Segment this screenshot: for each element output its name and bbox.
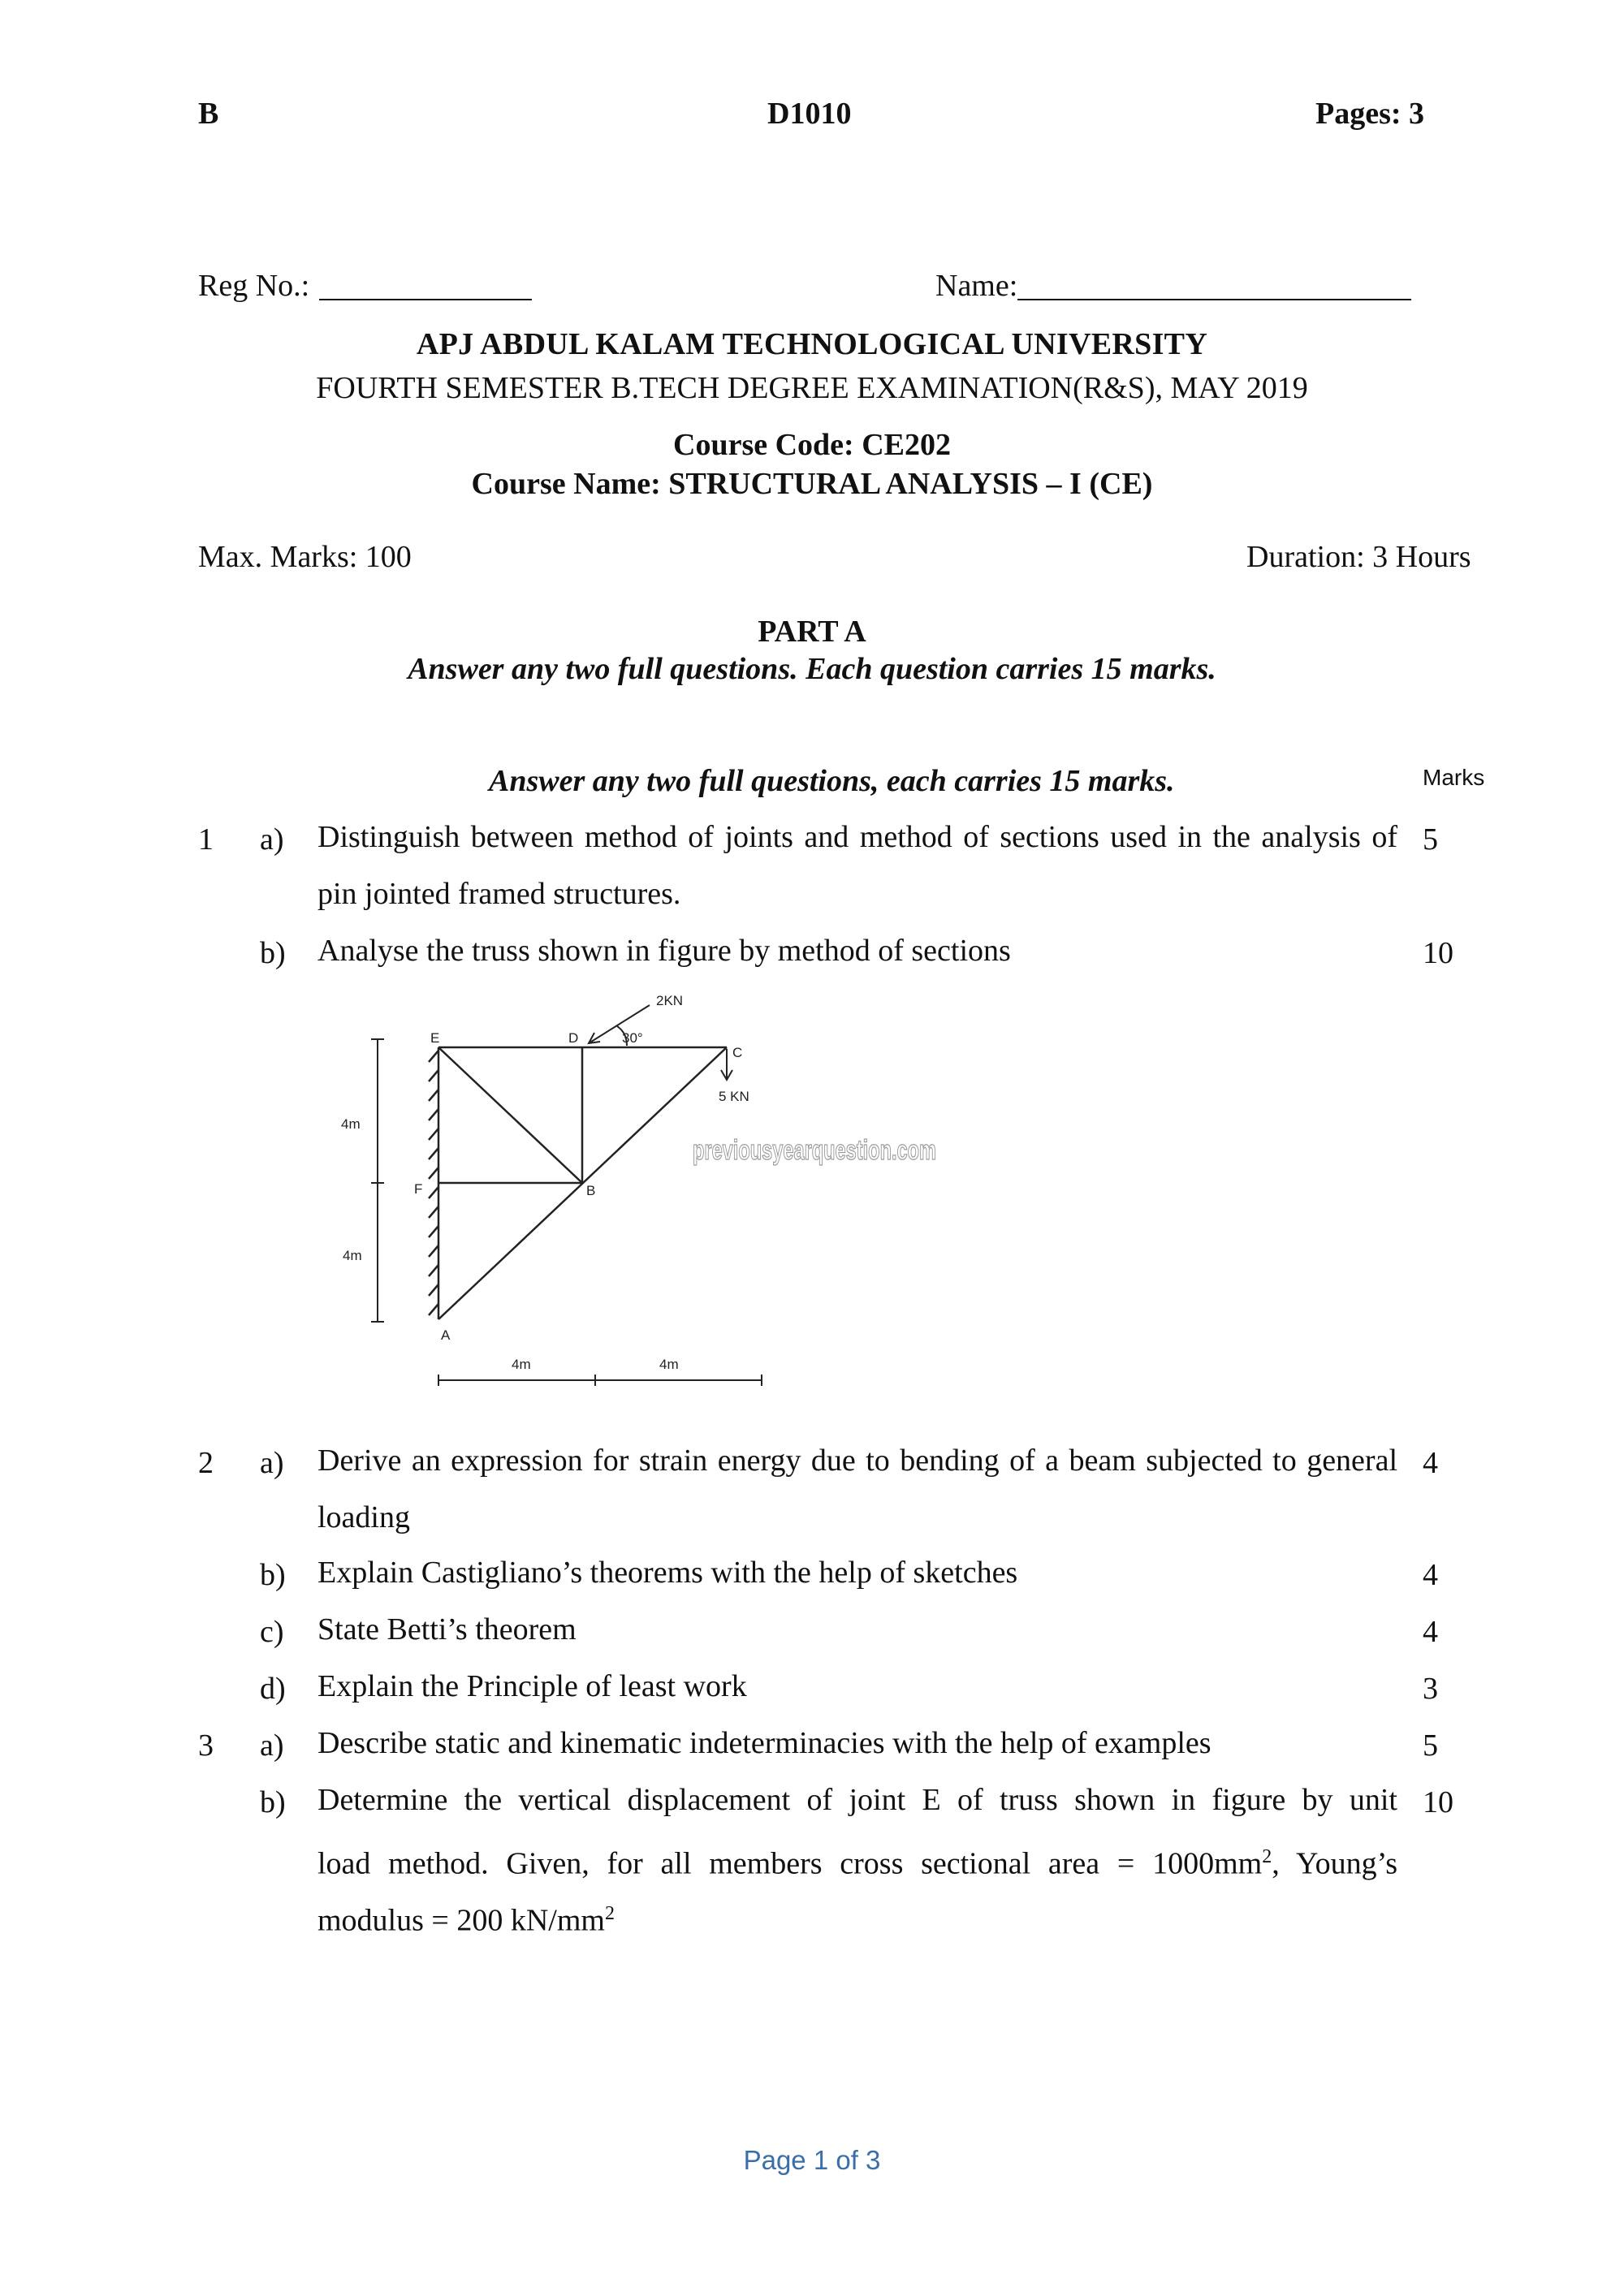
subquestion-label: a)	[260, 822, 284, 857]
subquestion-label: c)	[260, 1615, 284, 1649]
watermark: previousyearquestion.com	[693, 1135, 936, 1166]
question-marks: 4	[1423, 1558, 1438, 1592]
vertical-load-arrow	[721, 1049, 732, 1080]
question-text: Analyse the truss shown in figure by method of sections	[317, 934, 1011, 968]
dimension-label: 4m	[512, 1357, 531, 1372]
subquestion-label: d)	[260, 1672, 286, 1706]
reg-no-label: Reg No.:	[198, 269, 310, 303]
question-marks: 10	[1423, 936, 1453, 970]
question-marks: 5	[1423, 822, 1438, 857]
question-number: 1	[198, 822, 214, 857]
question-marks: 10	[1423, 1785, 1453, 1819]
duration: Duration: 3 Hours	[1246, 540, 1471, 574]
load-label-5kn: 5 KN	[719, 1089, 749, 1104]
joint-label-E: E	[430, 1030, 440, 1046]
angle-label: 30°	[622, 1030, 643, 1046]
truss-members	[438, 1047, 727, 1319]
subquestion-label: a)	[260, 1446, 284, 1480]
question-number: 2	[198, 1446, 214, 1480]
question-number: 3	[198, 1728, 214, 1763]
set-code: B	[198, 97, 219, 131]
question-text-line1: Determine the vertical displacement of joint E of truss shown in figure by unit	[317, 1783, 1397, 1817]
vertical-dimension	[371, 1039, 384, 1322]
joint-label-A: A	[441, 1327, 451, 1343]
page-count: Pages: 3	[1315, 97, 1425, 131]
course-name: Course Name: STRUCTURAL ANALYSIS – I (CE)	[471, 467, 1153, 501]
question-marks: 4	[1423, 1615, 1438, 1649]
paper-code: D1010	[767, 97, 852, 131]
max-marks: Max. Marks: 100	[198, 540, 412, 574]
question-text-segment: load method. Given, for all members cross sectional area = 1000mm	[317, 1846, 1263, 1881]
question-marks: 4	[1423, 1446, 1438, 1480]
question-text-line2	[317, 1828, 1397, 1892]
joint-label-C: C	[732, 1045, 743, 1060]
superscript: 2	[1262, 1846, 1272, 1867]
part-title: PART A	[758, 615, 866, 649]
subquestion-label: b)	[260, 936, 286, 970]
load-label-2kn: 2KN	[656, 993, 684, 1008]
course-code: Course Code: CE202	[673, 428, 951, 462]
part-instruction: Answer any two full questions. Each question carries 15 marks.	[408, 652, 1216, 686]
subquestion-label: b)	[260, 1558, 286, 1592]
exam-title: FOURTH SEMESTER B.TECH DEGREE EXAMINATION(R&S), MAY 2019	[316, 371, 1308, 405]
question-text: Explain Castigliano’s theorems with the help of sketches	[317, 1556, 1018, 1590]
question-marks: 3	[1423, 1672, 1438, 1706]
university-name: APJ ABDUL KALAM TECHNOLOGICAL UNIVERSITY	[416, 327, 1208, 361]
question-text: State Betti’s theorem	[317, 1612, 577, 1646]
joint-label-F: F	[414, 1181, 423, 1197]
marks-column-header: Marks	[1423, 765, 1485, 790]
reg-no-blank	[319, 299, 532, 300]
question-text: Derive an expression for strain energy due to bending of a beam subjected to general loading	[317, 1444, 1397, 1534]
dimension-label: 4m	[341, 1116, 361, 1132]
question-text: Explain the Principle of least work	[317, 1669, 747, 1703]
superscript: 2	[604, 1903, 615, 1924]
section-instruction: Answer any two full questions, each carries 15 marks.	[489, 764, 1175, 798]
subquestion-label: a)	[260, 1728, 284, 1763]
truss-figure	[309, 982, 958, 1388]
wall-support-hatching	[429, 1051, 438, 1315]
question-text: Describe static and kinematic indeterminacies with the help of examples	[317, 1726, 1212, 1760]
question-marks: 5	[1423, 1728, 1438, 1763]
horizontal-dimension	[438, 1375, 762, 1386]
question-text-segment: modulus = 200 kN/mm	[317, 1903, 605, 1938]
name-blank	[1017, 299, 1411, 300]
dimension-label: 4m	[343, 1248, 362, 1263]
question-text: Distinguish between method of joints and method of sections used in the analysis of pin jointed framed structures.	[317, 820, 1397, 911]
question-text-line3	[317, 1885, 1397, 1949]
joint-label-D: D	[568, 1030, 579, 1046]
page-footer: Page 1 of 3	[743, 2145, 881, 2175]
name-label: Name:	[935, 269, 1018, 303]
dimension-label: 4m	[659, 1357, 679, 1372]
question-text-segment: , Young’s	[1272, 1846, 1397, 1881]
subquestion-label: b)	[260, 1785, 286, 1819]
joint-label-B: B	[586, 1183, 596, 1198]
